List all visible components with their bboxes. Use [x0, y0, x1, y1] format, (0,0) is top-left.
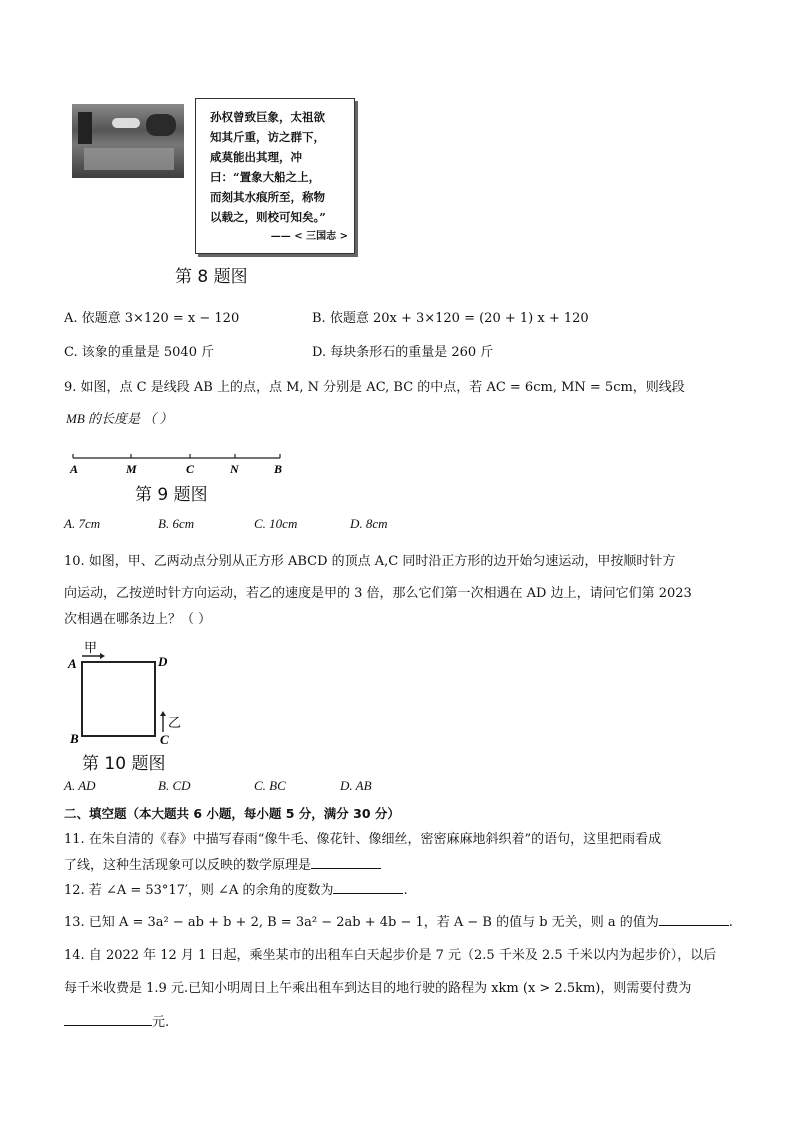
arrow-yi-head [160, 711, 166, 716]
q12-text: 12. 若 ∠A = 53°17′，则 ∠A 的余角的度数为 [64, 883, 334, 898]
q10-stem-line2: 向运动，乙按逆时针方向运动，若乙的速度是甲的 3 倍，那么它们第一次相遇在 AD 边上，请问它们第 2023 [64, 586, 692, 601]
q13-line: 13. 已知 A = 3a² − ab + b + 2, B = 3a² − 2ab + 4b − 1，若 A − B 的值与 b 无关，则 a 的值为 . [64, 915, 733, 930]
q13-text: 13. 已知 A = 3a² − ab + b + 2, B = 3a² − 2ab + 4b − 1，若 A − B 的值与 b 无关，则 a 的值为 [64, 915, 659, 930]
q8-passage-box [195, 98, 355, 254]
q9-caption: 第 9 题图 [135, 485, 208, 505]
label-c: C [160, 732, 169, 747]
passage-line: 曰：“置象大船之上， [210, 170, 321, 184]
label-m: M [126, 462, 137, 476]
q11-line2 [64, 854, 381, 873]
q9-option-b: B. 6cm [158, 516, 195, 531]
arrow-jia-head [100, 653, 105, 659]
q9-segment-figure [70, 448, 285, 478]
q10-option-b: B. CD [158, 778, 191, 793]
q9-option-d: D. 8cm [350, 516, 388, 531]
q8-option-b: B. 依题意 20x + 3×120 = (20 + 1) x + 120 [312, 311, 589, 326]
q10-option-d: D. AB [340, 778, 372, 793]
answer-blank[interactable] [333, 881, 403, 894]
label-d: D [158, 654, 168, 669]
q14-line3 [64, 1011, 169, 1030]
q14-line2: 每千米收费是 1.9 元.已知小明周日上午乘出租车到达目的地行驶的路程为 xkm (x > 2.5km)，则需要付费为 [64, 981, 692, 996]
answer-blank[interactable] [64, 1013, 152, 1026]
label-a: A [68, 656, 77, 671]
label-n: N [230, 462, 239, 476]
square-abcd [82, 662, 155, 736]
answer-blank[interactable] [311, 856, 381, 869]
q11-line2-text: 了线，这种生活现象可以反映的数学原理是 [64, 858, 312, 873]
q9-option-a: A. 7cm [64, 516, 101, 531]
label-a: A [70, 462, 79, 476]
label-jia: 甲 [84, 641, 98, 656]
q9-stem-line2: MB 的长度是 （ ） [66, 411, 173, 426]
section-heading: 二、填空题（本大题共 6 小题，每小题 5 分，满分 30 分） [64, 806, 400, 821]
passage-line: 以载之，则校可知矣。” [210, 210, 326, 224]
label-c: C [186, 462, 195, 476]
q8-caption: 第 8 题图 [175, 267, 248, 287]
q12-line: 12. 若 ∠A = 53°17′，则 ∠A 的余角的度数为 . [64, 883, 408, 898]
q10-stem-line3: 次相遇在哪条边上？（ ） [64, 612, 212, 627]
q8-option-c: C. 该象的重量是 5040 斤 [64, 345, 215, 360]
label-b: B [70, 731, 79, 746]
q14-unit: 元. [152, 1015, 170, 1030]
answer-blank[interactable] [659, 913, 729, 926]
passage-source: —— < 三国志 > [270, 231, 348, 242]
q11-line1: 11. 在朱自清的《春》中描写春雨“像牛毛、像花针、像细丝，密密麻麻地斜织着”的语句，这里把雨看成 [64, 832, 662, 847]
label-b: B [274, 462, 283, 476]
passage-line: 知其斤重，访之群下， [210, 130, 325, 144]
passage-line: 孙权曾致巨象，太祖欲 [210, 110, 325, 124]
elephant-illustration [72, 104, 184, 178]
q9-option-c: C. 10cm [254, 516, 298, 531]
q10-option-a: A. AD [64, 778, 96, 793]
q8-option-d: D. 每块条形石的重量是 260 斤 [312, 345, 494, 360]
q10-caption: 第 10 题图 [82, 754, 166, 774]
q8-figure [72, 98, 362, 258]
q9-stem-line1: 9. 如图，点 C 是线段 AB 上的点，点 M, N 分别是 AC, BC 的中点，若 AC = 6cm, MN = 5cm，则线段 [64, 380, 685, 395]
q8-option-a: A. 依题意 3×120 = x − 120 [64, 311, 240, 326]
q10-option-c: C. BC [254, 778, 286, 793]
label-yi: 乙 [168, 716, 182, 731]
q10-stem-line1: 10. 如图，甲、乙两动点分别从正方形 ABCD 的顶点 A,C 同时沿正方形的边开始匀速运动，甲按顺时针方 [64, 554, 676, 569]
passage-line: 而刻其水痕所至，称物 [210, 190, 325, 204]
q10-square-figure [64, 636, 194, 748]
q14-line1: 14. 自 2022 年 12 月 1 日起，乘坐某市的出租车白天起步价是 7 元（2.5 千米及 2.5 千米以内为起步价），以后 [64, 948, 717, 963]
passage-line: 咸莫能出其理，冲 [210, 150, 302, 164]
